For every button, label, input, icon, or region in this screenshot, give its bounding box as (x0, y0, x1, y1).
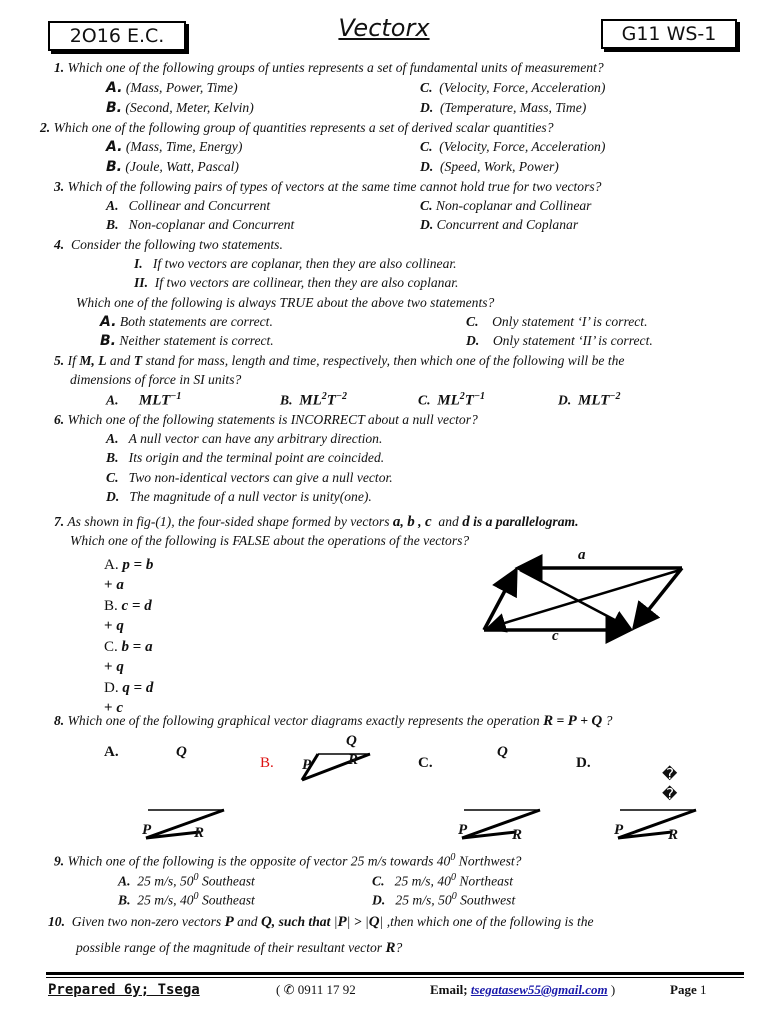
q7-b-label: B. (104, 598, 118, 614)
q9-d-sup: 0 (451, 891, 457, 902)
q2-option-d (420, 159, 559, 175)
q4-s1-text: If two vectors are coplanar, then they are also collinear. (152, 256, 457, 271)
q4-option-b (100, 333, 274, 349)
q2-option-b (106, 159, 239, 175)
q8-b-r-label: R (348, 752, 359, 768)
q9-c-value: 25 m/s, 40 (394, 873, 451, 889)
q8-a-q-label: Q (176, 744, 187, 760)
q7-c-v2: a (145, 639, 153, 655)
q8-c-q-label: Q (497, 744, 508, 760)
q5-b-value-1: ML (299, 392, 322, 409)
q5-c-label: C. (418, 392, 431, 408)
q9-a-label: A. (118, 873, 131, 889)
q2-b-label: B. (106, 159, 122, 175)
q3-question (54, 179, 601, 195)
q5-b-exp-2: −2 (335, 391, 347, 402)
q9-text-b: Northwest? (458, 853, 522, 869)
q8-question: 8. Which one of the following graphical vector diagrams exactly represents the operation R = P + Q ? (54, 713, 613, 729)
q10-abs-p: P (337, 914, 347, 930)
q9-a-direction: Southeast (201, 873, 255, 889)
q8-option-b-label: B. (260, 755, 274, 771)
page-title: Vectorx (338, 14, 430, 42)
q2-a-text: (Mass, Time, Energy) (125, 139, 243, 154)
q10-number: 10. (48, 914, 65, 929)
q2-text: Which one of the following group of quantities represents a set of derived scalar quantities? (53, 120, 554, 135)
q8-diagram-a (140, 804, 240, 844)
q6-a-text: A null vector can have any arbitrary direction. (128, 431, 383, 446)
q3-b-label: B. (106, 217, 119, 232)
q3-number: 3. (54, 179, 65, 194)
q6-number: 6. (54, 412, 65, 427)
q10-text-d: ,then which one of the following is the (386, 914, 594, 929)
q9-d-value: 25 m/s, 50 (395, 892, 452, 908)
q8-d-p-label: P (614, 822, 624, 838)
q7-a-label: A. (104, 557, 119, 573)
q3-d-label: D. (420, 217, 434, 232)
q4-s2-text: If two vectors are collinear, then they are also coplanar. (154, 275, 459, 290)
q8-eq-q: Q (591, 713, 603, 729)
q5-question-2: dimensions of force in SI units? (70, 372, 242, 387)
q7-option-b: B. c = d + q (104, 598, 152, 634)
q7-a-v3: a (116, 577, 124, 593)
q5-text-m: M, L (79, 353, 107, 368)
code-box (601, 19, 737, 49)
q2-question (40, 120, 554, 136)
q9-text-a: Which one of the following is the opposite of vector 25 m/s towards 40 (67, 853, 451, 869)
q8-b-q-label: Q (346, 733, 357, 749)
q9-c-direction: Northeast (459, 873, 513, 889)
fig1-diagonal-2 (488, 570, 680, 628)
q4-s1-label: I. (134, 256, 143, 271)
q7-d-v1: q (122, 680, 130, 696)
q2-b-text: (Joule, Watt, Pascal) (125, 159, 239, 174)
q4-a-text: Both statements are correct. (119, 314, 273, 329)
q9-a-sup: 0 (193, 872, 199, 883)
q5-number: 5. (54, 353, 65, 368)
q1-c-label: C. (420, 80, 433, 95)
q7-vector-c: c (424, 514, 432, 530)
q4-d-label: D. (466, 333, 480, 348)
q10-vector-r: R (385, 940, 396, 956)
q2-option-a (106, 139, 242, 155)
q1-b-text: (Second, Meter, Kelvin) (125, 100, 254, 115)
footer-prepared-by: Prepared 6y; Tsega (48, 982, 200, 998)
q5-text-c: stand for mass, length and time, respectively, then which one of the following will be the (145, 353, 625, 368)
q5-c-value-2: T (464, 392, 474, 409)
q8-text: Which one of the following graphical vector diagrams exactly represents the operation (67, 713, 540, 728)
q9-d-label: D. (372, 892, 386, 908)
q7-c-v3: q (116, 659, 124, 675)
q8-c-p-label: P (458, 822, 468, 838)
q10-text-2: possible range of the magnitude of their resultant vector (76, 940, 383, 955)
q10-vector-p: P (224, 914, 234, 930)
footer-rule-thin (46, 977, 744, 978)
q9-d-direction: Southwest (460, 892, 516, 908)
q2-option-c (420, 139, 605, 155)
q6-option-c (106, 470, 393, 486)
q7-d-v2: d (145, 680, 154, 696)
q2-a-label: A. (106, 139, 123, 155)
q4-option-d (466, 333, 653, 349)
fig1-label-c (552, 628, 559, 645)
q4-c-label: C. (466, 314, 479, 329)
q8-a-p-label: P (142, 822, 152, 838)
q1-d-label: D. (420, 100, 434, 115)
q8-c-r-label: R (512, 827, 523, 843)
q9-number: 9. (54, 853, 65, 869)
q4-question (54, 237, 283, 253)
q10-text-b: and (237, 914, 258, 929)
q4-statement-1 (134, 256, 457, 272)
fig1-label-a-text: a (578, 547, 586, 563)
q7-b-v3: q (116, 618, 124, 634)
q7-b-v2: d (144, 598, 152, 614)
q7-vector-b: b (407, 514, 415, 530)
q1-number: 1. (54, 60, 65, 75)
q6-option-b (106, 450, 384, 466)
q10-question-2: possible range of the magnitude of their resultant vector R? (76, 940, 403, 956)
q9-b-direction: Southeast (201, 892, 255, 908)
q6-c-label: C. (106, 470, 119, 485)
q8-diagram-d (612, 804, 712, 844)
q5-b-label: B. (280, 392, 293, 408)
q4-text: Consider the following two statements. (71, 237, 283, 252)
q4-option-c (466, 314, 647, 330)
q1-option-c (420, 80, 605, 96)
q6-d-text: The magnitude of a null vector is unity(one). (129, 489, 372, 504)
footer-rule-thick (46, 972, 744, 975)
q1-c-text: (Velocity, Force, Acceleration) (439, 80, 606, 95)
q4-b-text: Neither statement is correct. (119, 333, 274, 348)
q1-a-text: (Mass, Power, Time) (125, 80, 238, 95)
year-label: 2O16 E.C. (69, 25, 165, 47)
q9-c-sup: 0 (450, 872, 456, 883)
fig1-diagonal-1 (520, 570, 630, 628)
q4-c-text: Only statement ‘I’ is correct. (492, 314, 648, 329)
q5-d-exp: −2 (609, 391, 621, 402)
q7-text-b: and (438, 514, 459, 529)
q7-parallelogram-figure (470, 548, 700, 678)
q7-c-label: C. (104, 639, 118, 655)
q10-abs-q: Q (368, 914, 380, 930)
q9-b-sup: 0 (193, 891, 199, 902)
q1-option-d (420, 100, 586, 116)
q4-statement-2 (134, 275, 458, 291)
q5-d-value: MLT (578, 392, 610, 409)
q4-option-a (100, 314, 273, 330)
q3-b-text: Non-coplanar and Concurrent (128, 217, 295, 232)
q8-number: 8. (54, 713, 65, 728)
q1-option-b (106, 100, 254, 116)
q8-diagram-c (456, 804, 556, 844)
q7-question: 7. As shown in fig-(1), the four-sided shape formed by vectors a, b , c and d is a parallelogram. (54, 514, 579, 530)
q5-c-exp-2: −1 (473, 391, 485, 402)
q8-option-c-label: C. (418, 755, 433, 771)
q6-option-d (106, 489, 372, 505)
footer-email-label: Email; (430, 982, 468, 997)
q8-option-d-label: D. (576, 755, 591, 771)
q5-option-b (280, 391, 347, 410)
q6-option-a (106, 431, 382, 447)
q6-question (54, 412, 478, 428)
q3-c-text: Non-coplanar and Collinear (435, 198, 592, 213)
q8-b-p-label: P (302, 757, 312, 773)
q9-question (54, 852, 521, 870)
footer-page-label: Page (670, 982, 697, 997)
fig1-label-a (578, 547, 586, 564)
q8-eq-p: P (567, 713, 577, 729)
q5-text-t: T (133, 353, 143, 368)
q7-a-v1: p (122, 557, 130, 573)
q7-question-2: Which one of the following is FALSE about the operations of the vectors? (70, 533, 470, 548)
q7-number: 7. (54, 514, 65, 529)
q4-a-label: A. (100, 314, 117, 330)
q4-s2-label: II. (134, 275, 148, 290)
q5-a-label: A. (106, 392, 119, 408)
q1-option-a (106, 80, 238, 96)
q9-option-a (118, 872, 255, 890)
q9-option-b (118, 891, 255, 909)
q4-number: 4. (54, 237, 65, 252)
q10-text-a: Given two non-zero vectors (71, 914, 222, 929)
q7-text-a: As shown in fig-(1), the four-sided shape formed by vectors (67, 514, 390, 529)
q7-option-d: D. q = d + c (104, 680, 154, 716)
q5-a-value: MLT (138, 392, 171, 409)
code-label: G11 WS-1 (621, 23, 717, 45)
q9-a-value: 25 m/s, 50 (137, 873, 194, 889)
q1-text: Which one of the following groups of unties represents a set of fundamental units of measurement? (67, 60, 604, 75)
footer-email-close: ) (610, 982, 616, 997)
q1-b-label: B. (106, 100, 122, 116)
q5-c-value-1: ML (437, 392, 460, 409)
q1-d-text: (Temperature, Mass, Time) (440, 100, 587, 115)
q7-d-v3: c (116, 700, 123, 716)
q8-d-placeholder-2: � (662, 787, 678, 803)
q1-a-label: A. (106, 80, 123, 96)
q9-sup: 0 (450, 852, 456, 863)
q7-option-a: A. p = b + a (104, 557, 154, 593)
q3-option-d (420, 217, 578, 233)
q2-d-label: D. (420, 159, 434, 174)
q3-a-text: Collinear and Concurrent (128, 198, 271, 213)
q8-option-a-label: A. (104, 744, 119, 760)
q7-b-v1: c (121, 598, 129, 614)
q5-b-exp-1: 2 (321, 391, 327, 402)
q5-d-label: D. (558, 392, 572, 408)
q7-d-label: D. (104, 680, 119, 696)
q7-vector-d: d (462, 514, 470, 530)
fig1-label-c-text: c (552, 628, 559, 644)
q9-option-d (372, 891, 515, 909)
q9-option-c (372, 872, 513, 890)
q5-text-b: and (109, 353, 131, 368)
footer-email-link[interactable]: tsegatasew55@gmail.com (470, 982, 608, 997)
q8-eq-r: R (543, 713, 554, 729)
q8-d-placeholder-1: � (662, 767, 678, 783)
q4-question-2: Which one of the following is always TRUE about the above two statements? (76, 295, 495, 310)
footer-page-number: 1 (699, 982, 707, 997)
q6-d-label: D. (106, 489, 120, 504)
q1-question (54, 60, 604, 76)
q6-c-text: Two non-identical vectors can give a null vector. (128, 470, 393, 485)
q5-c-exp-1: 2 (459, 391, 465, 402)
q3-option-c (420, 198, 591, 214)
q7-text-c: is a parallelogram. (473, 514, 579, 529)
footer-email (430, 982, 615, 998)
q6-b-label: B. (106, 450, 119, 465)
q10-vector-q: Q (260, 914, 272, 930)
q5-option-c (418, 391, 485, 410)
q3-option-b (106, 217, 294, 233)
q3-option-a (106, 198, 270, 214)
footer-phone: ( ✆ 0911 17 92 (276, 982, 356, 997)
q6-text: Which one of the following statements is INCORRECT about a null vector? (67, 412, 478, 427)
q9-b-label: B. (118, 892, 131, 908)
q2-d-text: (Speed, Work, Power) (440, 159, 559, 174)
q2-c-label: C. (420, 139, 433, 154)
q9-b-value: 25 m/s, 40 (137, 892, 194, 908)
q7-vector-a: a (392, 514, 401, 530)
footer-page (670, 982, 706, 998)
q3-text: Which of the following pairs of types of vectors at the same time cannot hold true for two vectors? (67, 179, 602, 194)
q5-question (54, 353, 624, 369)
q4-d-text: Only statement ‘II’ is correct. (492, 333, 653, 348)
q5-b-value-2: T (326, 392, 336, 409)
q7-option-c: C. b = a + q (104, 639, 153, 675)
q3-d-text: Concurrent and Coplanar (436, 217, 579, 232)
q6-a-label: A. (106, 431, 119, 446)
q5-option-a (106, 391, 181, 410)
q5-a-exp: −1 (170, 391, 182, 402)
q10-text-c: , such that (271, 914, 331, 929)
q10-question: 10. Given two non-zero vectors P and Q, such that |P| > |Q| ,then which one of the following is the (48, 914, 594, 930)
q3-a-label: A. (106, 198, 119, 213)
q7-a-v2: b (145, 557, 154, 573)
q3-c-label: C. (420, 198, 433, 213)
q9-c-label: C. (372, 873, 385, 889)
q8-a-r-label: R (194, 825, 205, 841)
q5-text-a: If (67, 353, 76, 368)
q8-d-r-label: R (668, 827, 679, 843)
q6-b-text: Its origin and the terminal point are coincided. (128, 450, 385, 465)
q7-c-v1: b (121, 639, 130, 655)
q2-number: 2. (40, 120, 51, 135)
q4-b-label: B. (100, 333, 116, 349)
q5-option-d (558, 391, 620, 410)
q2-c-text: (Velocity, Force, Acceleration) (439, 139, 606, 154)
